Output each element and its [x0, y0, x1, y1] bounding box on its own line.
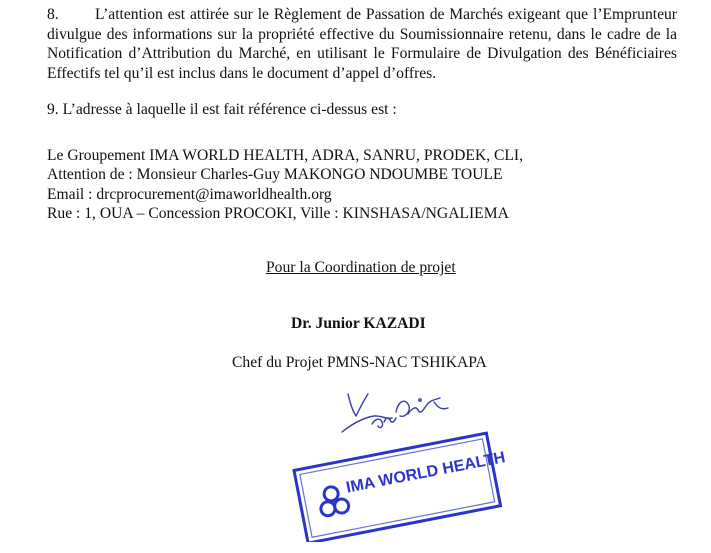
- paragraph-9: 9. L’adresse à laquelle il est fait référence ci-dessus est :: [47, 101, 397, 118]
- address-line-group: Le Groupement IMA WORLD HEALTH, ADRA, SANRU, PRODEK, CLI,: [47, 147, 524, 164]
- paragraph-8-text: L’attention est attirée sur le Règlement de Passation de Marchés exigeant que l’Emprunteur divulgue des informations sur la propriété effective du Soumissionnaire retenu, dans le cadre de la Notification d’Attribution du Marché, en utilisant le Formulaire de Divulgation des Bénéficiaires Effectifs tel qu’il est inclus dans le document d’appel d’offres.: [47, 6, 677, 82]
- address-line-street: Rue : 1, OUA – Concession PROCOKI, Ville : KINSHASA/NGALIEMA: [47, 205, 509, 223]
- stamp-text: IMA WORLD HEALTH: [344, 449, 507, 497]
- signer-name: Dr. Junior KAZADI: [291, 315, 426, 332]
- address-line-attention: Attention de : Monsieur Charles-Guy MAKONGO NDOUMBE TOULE: [47, 166, 503, 184]
- address-line-email: Email : drcprocurement@imaworldhealth.org: [47, 185, 332, 203]
- coordination-label: Pour la Coordination de projet: [266, 259, 456, 276]
- paragraph-8-number: 8.: [47, 6, 59, 23]
- address-block: [47, 146, 523, 224]
- ima-logo-icon: [317, 484, 350, 517]
- paragraph-8: [47, 5, 677, 83]
- ima-world-health-stamp: [272, 412, 512, 542]
- signer-title: Chef du Projet PMNS-NAC TSHIKAPA: [232, 354, 487, 371]
